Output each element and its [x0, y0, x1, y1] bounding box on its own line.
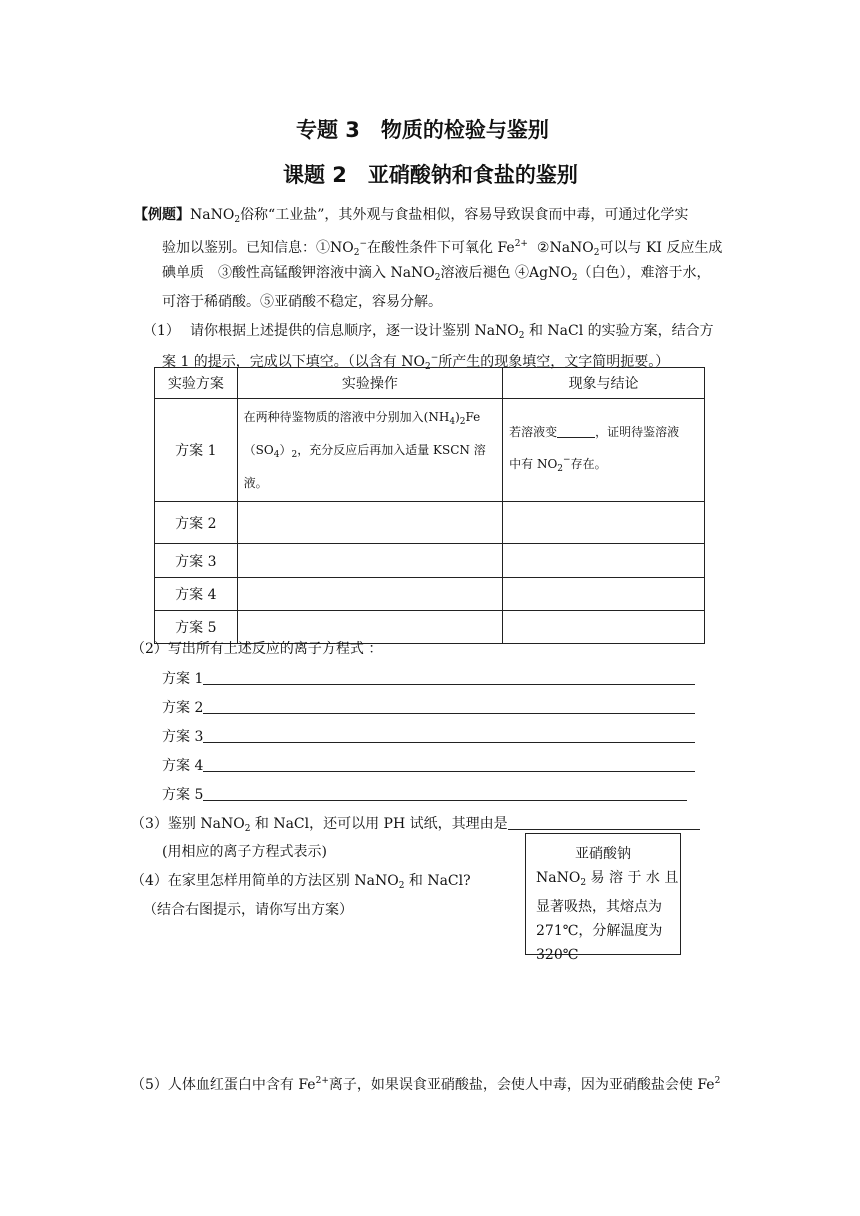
info-box-title: 亚硝酸钠 [575, 846, 631, 862]
table-row [155, 578, 705, 611]
info-box [525, 833, 681, 963]
answer-line[interactable] [203, 784, 687, 801]
example-line-3 [162, 263, 711, 288]
page-subtitle: 课题 2 亚硝酸钠和食盐的鉴别 [283, 163, 578, 187]
subscript: 2 [593, 248, 600, 258]
q2-item [162, 697, 695, 718]
q4-note: （结合右图提示，请你写出方案） [143, 902, 353, 918]
scheme-cell: 方案 2 [155, 502, 238, 544]
subscript: 2 [424, 362, 431, 372]
text: 中有 NO [509, 456, 558, 471]
text: 请你根据上述提供的信息顺序，逐一设计鉴别 NaNO [190, 323, 519, 339]
text: 方案 3 [162, 729, 204, 745]
superscript: 2+ [514, 239, 528, 249]
subscript: 2 [434, 273, 441, 283]
subscript: 2 [234, 215, 241, 225]
example-line-2 [162, 234, 722, 263]
example-line-1: 【例题】NaNO$_2$俗称“工业盐”，其外观与食盐相似，容易导致误食而中毒，可通过化学实 [134, 207, 689, 225]
info-box-line: 显著吸热，其熔点为 [536, 899, 662, 915]
text: 碘单质 ③酸性高锰酸钾溶液中滴入 NaNO [162, 265, 435, 281]
q1-label: （1） [143, 323, 180, 339]
table-row [155, 502, 705, 544]
result-cell[interactable] [503, 502, 705, 544]
header-result: 现象与结论 [503, 368, 705, 399]
text: 所产生的现象填空，文字简明扼要。） [438, 354, 670, 370]
scheme-cell: 方案 4 [155, 578, 238, 611]
answer-line[interactable] [508, 813, 700, 830]
q2-item [162, 755, 695, 776]
result-cell[interactable] [503, 544, 705, 578]
header-operation: 实验操作 [237, 368, 502, 399]
text: Fe [465, 410, 481, 424]
subscript: 2 [557, 463, 564, 474]
text: ） [279, 443, 292, 457]
result-cell [503, 399, 705, 502]
scheme-cell: 方案 3 [155, 544, 238, 578]
q4-line [131, 871, 471, 896]
table-header-row [155, 368, 705, 399]
text: 验加以鉴别。已知信息：①NO [162, 240, 354, 256]
result-cell[interactable] [503, 578, 705, 611]
example-label: 【例题】 [134, 207, 190, 223]
text: （SO [243, 443, 274, 457]
text: 案 1 的提示，完成以下填空。（以含有 NO [162, 354, 425, 370]
q3-note: (用相应的离子方程式表示) [162, 844, 327, 860]
answer-line[interactable] [203, 668, 695, 685]
operation-cell[interactable] [237, 502, 502, 544]
operation-cell [237, 399, 502, 502]
superscript: 2 [714, 1076, 721, 1086]
superscript: − [359, 239, 368, 249]
subscript: 2 [518, 331, 525, 341]
info-box-line: 320℃ [536, 947, 579, 963]
text: 易 溶 于 水 且 [590, 870, 679, 886]
text: ) [455, 410, 460, 424]
subscript: 4 [273, 450, 280, 460]
text: （白色），难溶于水， [577, 265, 711, 281]
text: 离子，如果误食亚硝酸盐，会使人中毒，因为亚硝酸盐会使 Fe [328, 1077, 715, 1093]
subscript: 2 [353, 248, 360, 258]
text: 方案 1 [162, 671, 204, 687]
superscript: 2+ [315, 1076, 329, 1086]
q1-line-1 [190, 321, 714, 346]
text: 液。 [243, 476, 268, 490]
text: （3）鉴别 NaNO [131, 816, 245, 832]
text: 存在。 [570, 456, 607, 471]
table-row [155, 544, 705, 578]
subscript: 2 [571, 273, 578, 283]
q5-line [131, 1071, 720, 1095]
superscript: − [430, 353, 439, 363]
text: 方案 2 [162, 700, 204, 716]
subscript: 4 [449, 417, 456, 427]
text: （5）人体血红蛋白中含有 Fe [131, 1077, 316, 1093]
answer-blank[interactable] [557, 421, 595, 438]
text: ，充分反应后再加入适量 KSCN 溶 [297, 443, 486, 457]
q2-item [162, 668, 695, 689]
example-line-4: 可溶于稀硝酸。⑤亚硝酸不稳定，容易分解。 [162, 294, 442, 310]
text: 和 NaCl? [408, 873, 471, 889]
text: ②NaNO [536, 240, 594, 256]
subscript: 2 [580, 878, 587, 888]
operation-cell[interactable] [237, 578, 502, 611]
scheme-cell: 方案 1 [155, 399, 238, 502]
answer-line[interactable] [203, 697, 695, 714]
text: 方案 4 [162, 758, 204, 774]
answer-line[interactable] [203, 755, 695, 772]
table-row [155, 399, 705, 502]
subscript: 2 [244, 824, 251, 834]
header-scheme: 实验方案 [155, 368, 238, 399]
superscript: − [563, 454, 571, 465]
subscript: 2 [398, 881, 405, 891]
text: 在酸性条件下可氧化 Fe [367, 240, 515, 256]
text: 溶液后褪色 ④AgNO [440, 265, 572, 281]
text: （4）在家里怎样用简单的方法区别 NaNO [131, 873, 399, 889]
text: NaNO [536, 870, 581, 886]
text: 可以与 KI 反应生成 [599, 240, 723, 256]
answer-line[interactable] [203, 726, 695, 743]
subscript: 2 [291, 450, 298, 460]
text: 和 NaCl，还可以用 PH 试纸，其理由是 [254, 816, 508, 832]
text: 方案 5 [162, 787, 204, 803]
q2-label: （2）写出所有上述反应的离子方程式 ： [131, 641, 383, 657]
info-box-line [526, 866, 680, 895]
example-intro: 俗称“工业盐”，其外观与食盐相似，容易导致误食而中毒，可通过化学实 [240, 207, 689, 223]
result-cell[interactable] [503, 611, 705, 644]
operation-cell[interactable] [237, 544, 502, 578]
info-box-line: 271℃，分解温度为 [536, 923, 663, 939]
q2-item [162, 784, 687, 805]
page-title: 专题 3 物质的检验与鉴别 [296, 118, 549, 142]
text: 在两种待鉴物质的溶液中分别加入(NH [243, 410, 450, 424]
scheme-cell: 方案 5 [155, 611, 238, 644]
subscript: 2 [459, 417, 466, 427]
experiment-table [154, 367, 705, 644]
q2-item [162, 726, 695, 747]
text: 若溶液变 [509, 424, 558, 439]
text: 和 NaCl 的实验方案，结合方 [528, 323, 714, 339]
text: ，证明待鉴溶液 [595, 424, 680, 439]
